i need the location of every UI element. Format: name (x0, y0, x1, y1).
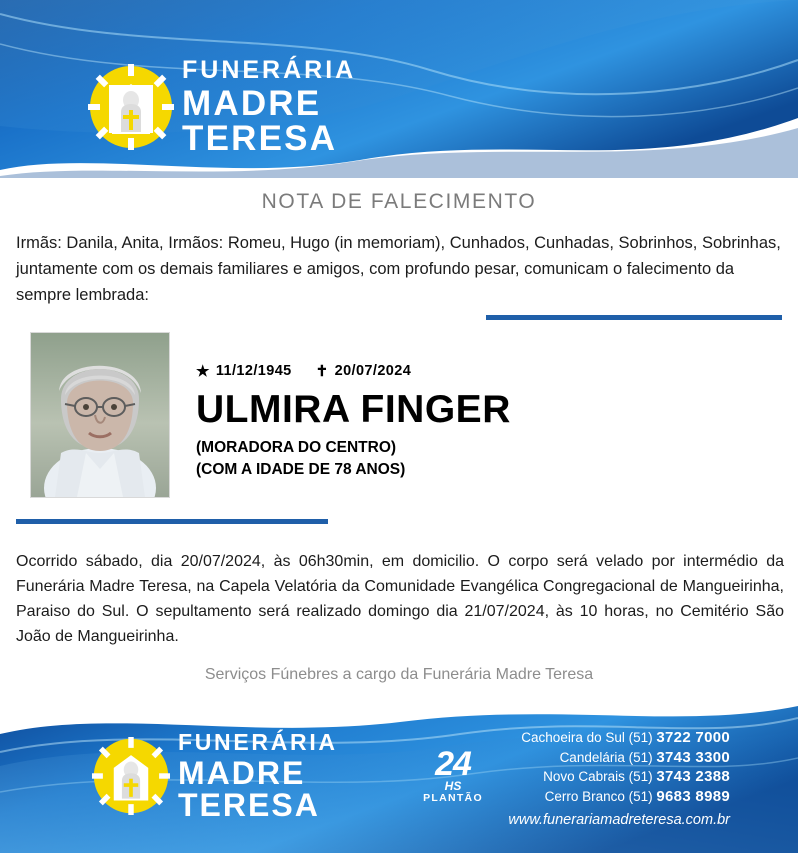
divider-top (486, 315, 782, 320)
website-link[interactable]: www.funerariamadreteresa.com.br (508, 812, 730, 828)
intro-paragraph: Irmãs: Danila, Anita, Irmãos: Romeu, Hugo (in memoriam), Cunhados, Cunhadas, Sobrinhos, Sobrinhas, juntamente com os demais familiares e amigos, com profundo pesar, comunicam o falecimento da sempre lembrada: (16, 234, 781, 304)
birth-star-icon: ★ (196, 363, 210, 380)
photo-of-deceased (30, 332, 170, 498)
deceased-residence: (MORADORA DO CENTRO) (196, 439, 397, 456)
logo-line-funeraria: FUNERÁRIA (178, 729, 338, 755)
logo-top (88, 56, 433, 158)
birth-date: 11/12/1945 (215, 363, 292, 379)
contact-city: Cachoeira do Sul (51) (521, 730, 653, 745)
saint-figure-sunburst-logo-icon (88, 64, 174, 150)
contact-number[interactable]: 3743 3300 (656, 748, 730, 766)
contact-number[interactable]: 9683 8989 (656, 787, 730, 805)
logo-line-madre-teresa: MADRE TERESA (178, 755, 320, 823)
death-date: 20/07/2024 (334, 363, 412, 379)
contact-city: Novo Cabrais (51) (543, 769, 653, 784)
deceased-age: (COM A IDADE DE 78 ANOS) (196, 461, 406, 478)
logo-wordmark (182, 58, 433, 156)
plantao-label: PLANTÃO (423, 792, 483, 804)
contact-phone-list (470, 728, 730, 806)
plantao-hs: HS (444, 779, 462, 793)
contact-city: Candelária (51) (559, 749, 653, 765)
services-line: Serviços Fúnebres a cargo da Funerária Madre Teresa (204, 666, 594, 683)
contact-row (470, 787, 730, 807)
page-title: NOTA DE FALECIMENTO (261, 190, 537, 213)
deceased-info (196, 362, 756, 480)
logo-wordmark (178, 731, 422, 821)
contact-row (470, 748, 730, 768)
logo-bottom (92, 729, 422, 823)
contact-row (470, 767, 730, 787)
divider-bottom (16, 519, 328, 524)
contact-number[interactable]: 3743 2388 (656, 768, 730, 785)
saint-figure-sunburst-logo-icon (92, 737, 170, 815)
contact-city: Cerro Branco (51) (544, 788, 653, 804)
dates-line (196, 362, 756, 380)
notice-body: Ocorrido sábado, dia 20/07/2024, às 06h30min, em domicilio. O corpo será velado por intermédio da Funerária Madre Teresa, na Capela Velatória da Comunidade Evangélica Congregacional de Mangueirinha, Paraiso do Sul. O sepultamento será realizado domingo dia 21/07/2024, às 10 horas, no Cemitério São João de Mangueirinha. (16, 553, 784, 645)
contact-number[interactable]: 3722 7000 (656, 729, 730, 746)
death-cross-icon: ✝ (315, 363, 329, 380)
logo-line-madre-teresa: MADRE TERESA (182, 84, 338, 158)
plantao-number: 24 (435, 745, 471, 783)
logo-line-funeraria: FUNERÁRIA (182, 56, 357, 84)
deceased-name: ULMIRA FINGER (196, 388, 511, 431)
contact-row (470, 728, 730, 748)
